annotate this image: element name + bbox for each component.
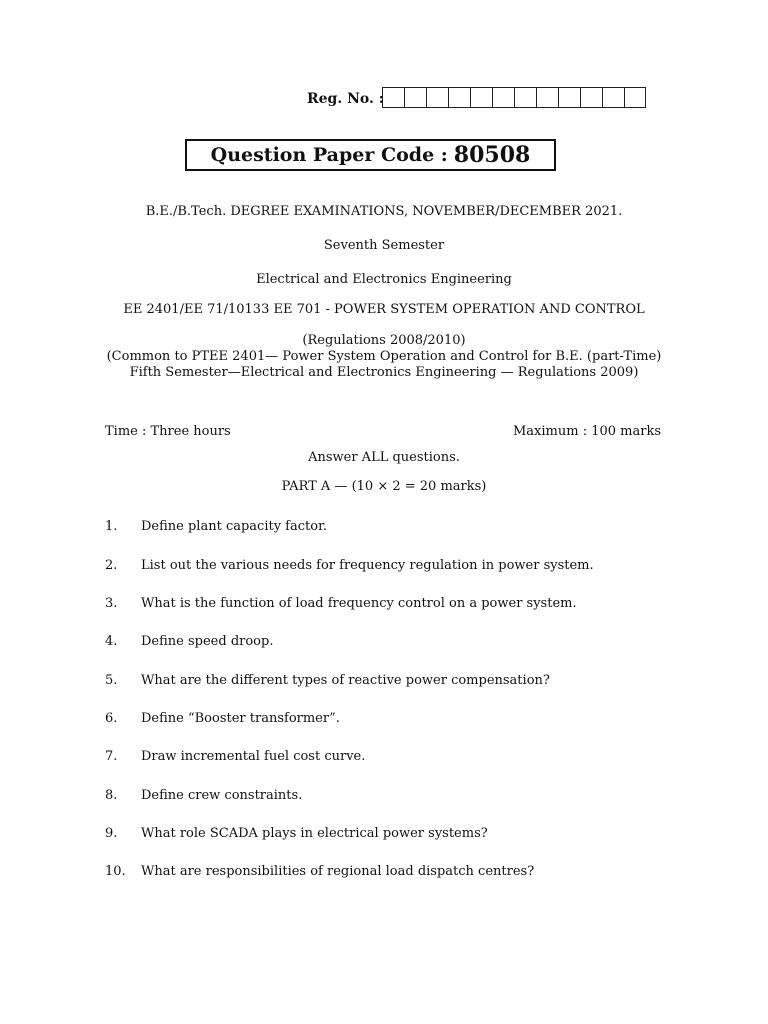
question-paper-code-number: 80508 (453, 142, 531, 168)
question-item (105, 864, 534, 879)
question-text: List out the various needs for frequency regulation in power system. (141, 558, 594, 573)
reg-no-digit-box (470, 87, 492, 108)
question-text: What is the function of load frequency control on a power system. (141, 596, 577, 611)
degree-line: B.E./B.Tech. DEGREE EXAMINATIONS, NOVEMBER/DECEMBER 2021. (145, 204, 623, 219)
question-item (105, 558, 594, 573)
question-number: 3. (105, 596, 118, 611)
reg-no-digit-box (602, 87, 624, 108)
common-line-1: (Common to PTEE 2401— Power System Operation and Control for B.E. (part-Time) (106, 349, 662, 364)
question-item (105, 634, 273, 649)
question-paper-code-label: Question Paper Code : (210, 144, 448, 166)
question-text: Draw incremental fuel cost curve. (141, 749, 366, 764)
question-number: 9. (105, 826, 118, 841)
question-item (105, 596, 577, 611)
part-heading: PART A — (10 × 2 = 20 marks) (281, 479, 487, 494)
question-text: What are responsibilities of regional load dispatch centres? (141, 864, 535, 879)
reg-no-label: Reg. No. : (307, 91, 384, 107)
subject-title: EE 2401/EE 71/10133 EE 701 - POWER SYSTEM OPERATION AND CONTROL (123, 302, 645, 317)
reg-no-digit-box (514, 87, 536, 108)
question-number: 7. (105, 749, 118, 764)
instruction: Answer ALL questions. (308, 450, 460, 465)
reg-no-digit-box (536, 87, 558, 108)
question-text: What are the different types of reactive power compensation? (141, 673, 550, 688)
question-text: Define “Booster transformer”. (141, 711, 340, 726)
branch: Electrical and Electronics Engineering (256, 272, 512, 287)
reg-no-digit-box (448, 87, 470, 108)
question-item (105, 673, 550, 688)
question-number: 5. (105, 673, 118, 688)
reg-no-boxes (382, 87, 646, 108)
question-text: Define plant capacity factor. (141, 519, 327, 534)
question-item (105, 749, 365, 764)
question-item (105, 826, 488, 841)
reg-no-digit-box (624, 87, 646, 108)
question-number: 8. (105, 788, 118, 803)
common-line-2: Fifth Semester—Electrical and Electronics Engineering — Regulations 2009) (129, 365, 639, 380)
question-item (105, 788, 302, 803)
question-item (105, 711, 340, 726)
question-item (105, 519, 327, 534)
time-allowed: Time : Three hours (105, 424, 231, 439)
reg-no-digit-box (404, 87, 426, 108)
question-number: 1. (105, 519, 118, 534)
question-number: 10. (105, 864, 126, 879)
reg-no-digit-box (382, 87, 404, 108)
maximum-marks: Maximum : 100 marks (512, 424, 661, 439)
reg-no-digit-box (558, 87, 580, 108)
regulations: (Regulations 2008/2010) (302, 333, 466, 348)
question-number: 6. (105, 711, 118, 726)
question-text: Define speed droop. (141, 634, 274, 649)
reg-no-digit-box (426, 87, 448, 108)
question-number: 4. (105, 634, 118, 649)
question-number: 2. (105, 558, 118, 573)
question-paper-code-box (185, 139, 556, 171)
semester: Seventh Semester (323, 238, 445, 253)
reg-no-digit-box (492, 87, 514, 108)
question-text: What role SCADA plays in electrical power systems? (141, 826, 488, 841)
reg-no-digit-box (580, 87, 602, 108)
question-text: Define crew constraints. (141, 788, 303, 803)
